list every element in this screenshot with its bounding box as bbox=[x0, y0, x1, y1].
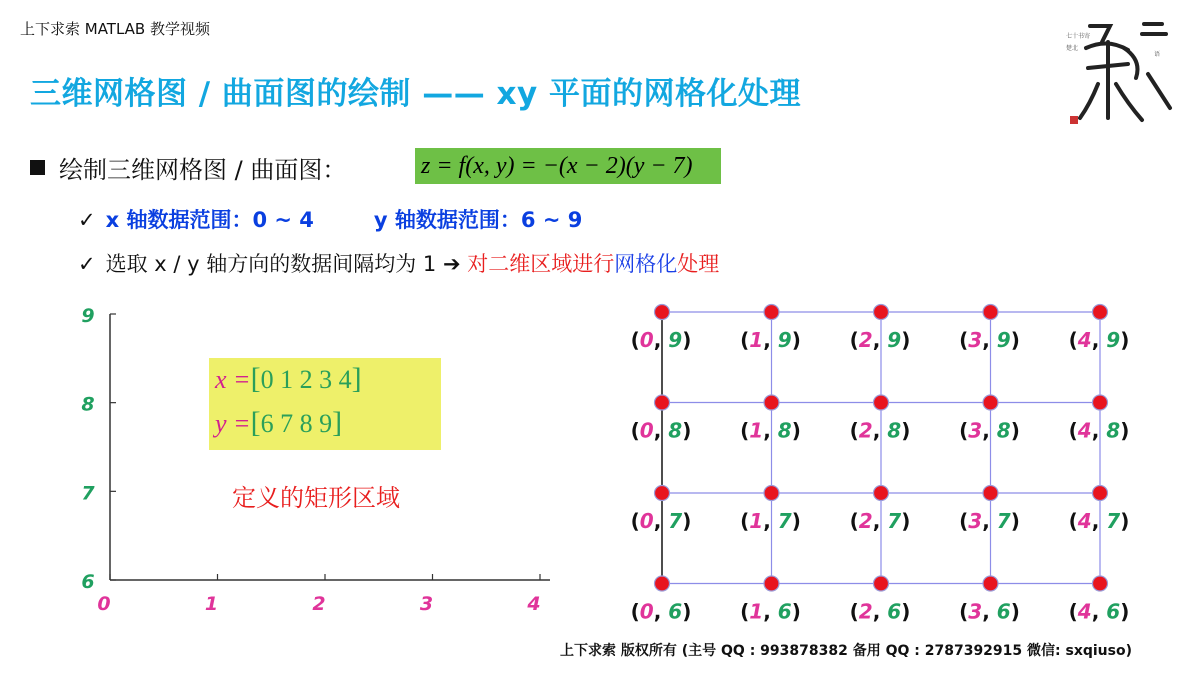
checkmark-icon: ✓ bbox=[78, 208, 96, 232]
grid-point-label: (0, 6) bbox=[630, 599, 692, 624]
top-label: 上下求索 MATLAB 教学视频 bbox=[20, 20, 210, 38]
svg-text:楚北: 楚北 bbox=[1066, 45, 1079, 52]
grid-point-label: (3, 6) bbox=[959, 599, 1020, 624]
grid-point bbox=[655, 486, 670, 501]
grid-point-label: (1, 6) bbox=[740, 599, 801, 624]
x-tick-label: 3 bbox=[419, 593, 434, 615]
grid-point bbox=[1093, 576, 1108, 591]
grid-point-label: (0, 8) bbox=[630, 418, 692, 443]
y-tick-label: 7 bbox=[81, 482, 95, 505]
grid-point-label: (3, 9) bbox=[959, 328, 1020, 352]
svg-text:七十书寄: 七十书寄 bbox=[1066, 33, 1091, 40]
x-tick-label: 4 bbox=[527, 593, 541, 615]
calligraphy-logo bbox=[1058, 8, 1182, 132]
grid-point-label: (2, 8) bbox=[849, 418, 911, 443]
matrix-y-lhs: y = bbox=[215, 409, 251, 438]
grid-point bbox=[655, 576, 670, 591]
matrix-x-lhs: x = bbox=[215, 365, 251, 394]
grid-point bbox=[764, 576, 779, 591]
grid-point-label: (4, 7) bbox=[1068, 509, 1130, 533]
sub-bullet-interval bbox=[78, 248, 719, 278]
grid-point bbox=[655, 305, 670, 320]
grid-point-label: (1, 8) bbox=[740, 418, 801, 443]
checkmark-icon: ✓ bbox=[78, 252, 96, 276]
x-tick-label: 1 bbox=[204, 593, 219, 615]
bullet-square-icon bbox=[30, 160, 45, 175]
grid-point-label: (2, 7) bbox=[849, 509, 911, 533]
grid-point bbox=[983, 395, 998, 410]
matrix-x-row: x =[0 1 2 3 4] bbox=[215, 362, 362, 395]
sub-bullet-range bbox=[78, 204, 582, 234]
grid-point-label: (3, 7) bbox=[959, 509, 1020, 533]
grid-point bbox=[874, 486, 889, 501]
grid-point-label: (4, 9) bbox=[1068, 328, 1130, 352]
grid-point bbox=[764, 395, 779, 410]
grid-point bbox=[983, 486, 998, 501]
footer-copyright: 上下求索 版权所有 (主号 QQ : 993878382 备用 QQ : 2787392915 微信: sxqiuso) bbox=[560, 643, 1132, 659]
grid-point-label: (2, 6) bbox=[849, 599, 911, 624]
grid-point bbox=[655, 395, 670, 410]
arrow-icon: ➔ bbox=[442, 252, 461, 276]
grid-point bbox=[1093, 395, 1108, 410]
grid-point-label: (2, 9) bbox=[849, 328, 911, 352]
grid-point bbox=[764, 305, 779, 320]
grid-point bbox=[874, 576, 889, 591]
grid-point-label: (4, 8) bbox=[1068, 418, 1130, 443]
mesh-text-part1: 对二维区域进行 bbox=[460, 252, 615, 276]
mesh-text-part2: 网格化 bbox=[614, 252, 678, 276]
mesh-text-part3: 处理 bbox=[677, 252, 720, 276]
y-tick-label: 9 bbox=[81, 305, 95, 327]
grid-point bbox=[983, 305, 998, 320]
bullet-text: 绘制三维网格图 / 曲面图： bbox=[59, 156, 347, 184]
grid-point bbox=[874, 395, 889, 410]
grid-point-label: (4, 6) bbox=[1068, 599, 1130, 624]
svg-text:语: 语 bbox=[1154, 51, 1161, 58]
x-tick-label: 0 bbox=[97, 593, 111, 615]
grid-point-label: (1, 7) bbox=[740, 509, 801, 533]
x-range-text: x 轴数据范围：0 ~ 4 bbox=[105, 208, 314, 232]
region-axes bbox=[70, 300, 570, 620]
y-tick-label: 6 bbox=[81, 571, 95, 593]
matrix-box bbox=[209, 358, 441, 450]
interval-text: 选取 x / y 轴方向的数据间隔均为 1 bbox=[105, 252, 443, 276]
grid-point-label: (1, 9) bbox=[740, 328, 801, 352]
matrix-x-values: 0 1 2 3 4 bbox=[260, 365, 352, 394]
slide-title: 三维网格图 / 曲面图的绘制 —— xy 平面的网格化处理 bbox=[30, 76, 801, 112]
grid-point bbox=[983, 576, 998, 591]
formula-box: z = f(x, y) = −(x − 2)(y − 7) bbox=[415, 148, 721, 184]
grid-point-label: (3, 8) bbox=[959, 418, 1020, 443]
region-label: 定义的矩形区域 bbox=[232, 484, 400, 512]
matrix-y-values: 6 7 8 9 bbox=[260, 409, 333, 438]
grid-point bbox=[1093, 305, 1108, 320]
y-tick-label: 8 bbox=[81, 393, 95, 416]
x-tick-label: 2 bbox=[312, 593, 326, 615]
grid-point-label: (0, 9) bbox=[630, 328, 692, 352]
grid-point bbox=[874, 305, 889, 320]
matrix-y-row: y =[6 7 8 9] bbox=[215, 406, 343, 439]
mesh-grid bbox=[620, 290, 1150, 630]
y-range-text: y 轴数据范围：6 ~ 9 bbox=[373, 208, 583, 232]
grid-point bbox=[764, 486, 779, 501]
grid-point bbox=[1093, 486, 1108, 501]
bullet-main bbox=[30, 150, 346, 185]
grid-point-label: (0, 7) bbox=[630, 509, 692, 533]
